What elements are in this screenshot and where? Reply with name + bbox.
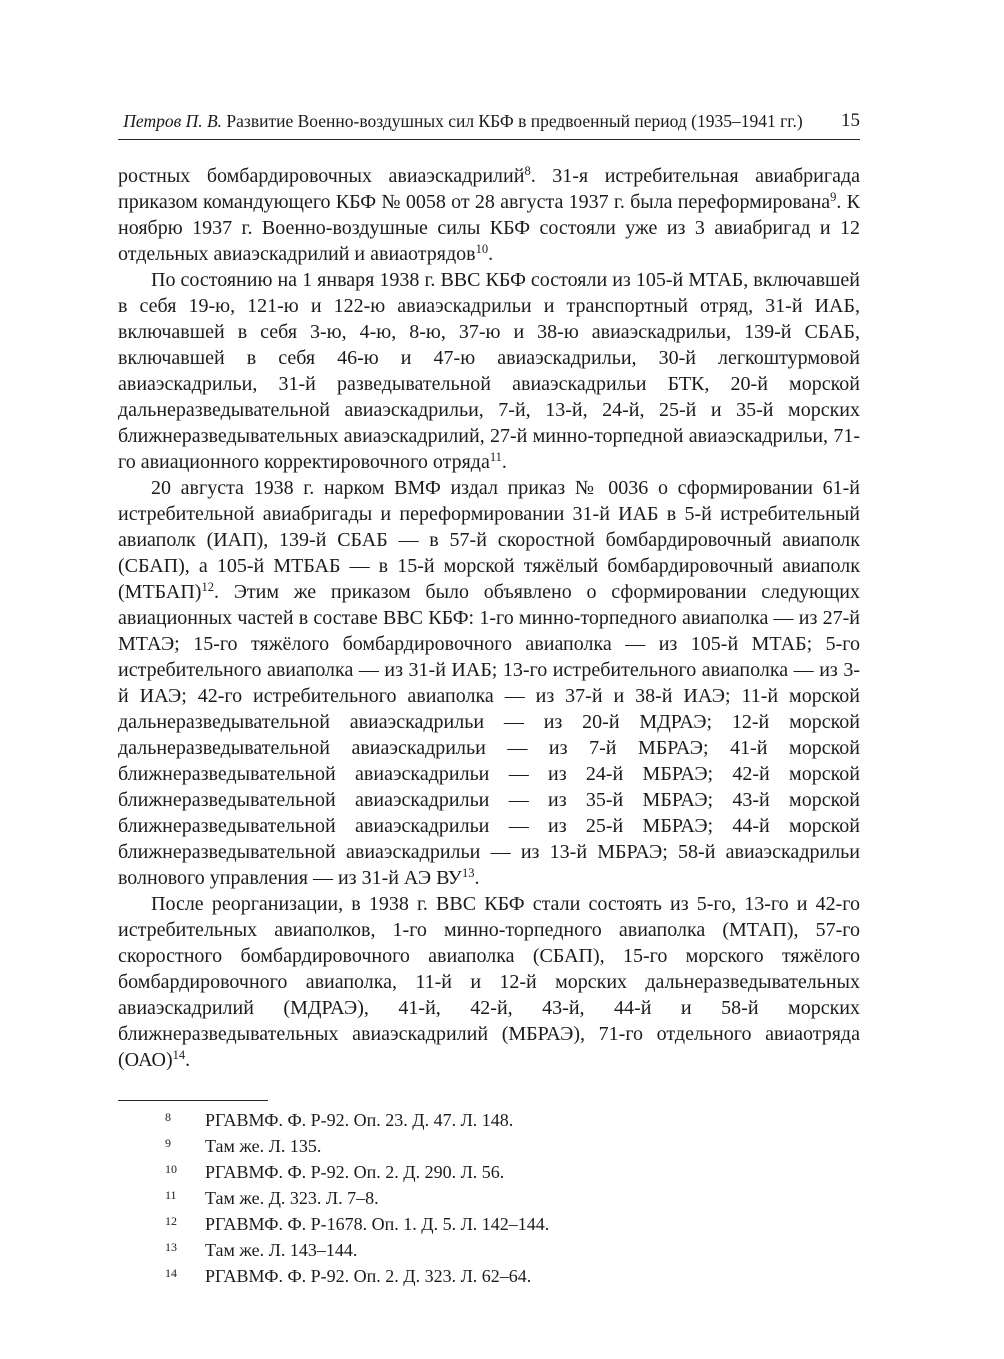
footnote-list xyxy=(118,1106,860,1288)
page-header xyxy=(118,110,860,132)
book-page xyxy=(118,0,860,1288)
footnote-number: 14 xyxy=(165,1266,177,1280)
paragraph: 20 августа 1938 г. нарком ВМФ издал приказ № 0036 о сформировании 61-й истребительной авиабригады и переформировании 31-й ИАБ в 5-й истребительный авиаполк (ИАП), 139-й СБАБ — в 57-й скоростной бомбардировочный авиаполк (СБАП), а 105-й МТБАБ — в 15-й морской тяжёлый бомбардировочный авиаполк (МТБАП)$^{12}$. Этим же приказом было объявлено о сформировании следующих авиационных частей в составе ВВС КБФ: 1-го минно-торпедного авиаполка — из 27-й МТАЭ; 15-го тяжёлого бомбардировочного авиаполка — из 105-й МТАБ; 5-го истребительного авиаполка — из 31-й ИАБ; 13-го истребительного авиаполка — из 3-й ИАЭ; 42-го истребительного авиаполка — из 37-й и 38-й ИАЭ; 11-й морской дальнеразведывательной авиаэскадрильи — из 20-й МДРАЭ; 12-й морской дальнеразведывательной авиаэскадрильи — из 7-й МБРАЭ; 41-й морской ближнеразведывательной авиаэскадрильи — из 24-й МБРАЭ; 42-й морской ближнеразведывательной авиаэскадрильи — из 35-й МБРАЭ; 43-й морской ближнеразведывательной авиаэскадрильи — из 25-й МБРАЭ; 44-й морской ближнеразведывательной авиаэскадрильи — из 13-й МБРАЭ; 58-й авиаэскадрильи волнового управления — из 31-й АЭ ВУ$^{13}$. xyxy=(118,477,860,889)
footnote xyxy=(118,1158,860,1184)
header-rule xyxy=(118,139,860,140)
footnote xyxy=(118,1106,860,1132)
footnote-marker: 9 xyxy=(830,190,837,204)
footnotes-section xyxy=(118,1100,860,1288)
footnote-number: 9 xyxy=(165,1136,171,1150)
footnote-number: 11 xyxy=(165,1188,177,1202)
paragraph: После реорганизации, в 1938 г. ВВС КБФ стали состоять из 5-го, 13-го и 42-го истребительных авиаполков, 1-го минно-торпедного авиаполка (МТАП), 57-го скоростного бомбардировочного авиаполка (СБАП), 15-го морского тяжёлого бомбардировочного авиаполка, 11-й и 12-й морских дальнеразведывательных авиаэскадрилий (МДРАЭ), 41-й, 42-й, 43-й, 44-й и 58-й морских ближнеразведывательных авиаэскадрилий (МБРАЭ), 71-го отдельного авиаотряда (ОАО)$^{14}$. xyxy=(118,893,860,1071)
footnote-text: РГАВМФ. Ф. Р-92. Оп. 2. Д. 290. Л. 56. xyxy=(205,1162,505,1182)
footnote-number: 13 xyxy=(165,1240,177,1254)
running-head xyxy=(118,110,860,132)
footnote-text: Там же. Л. 143–144. xyxy=(205,1240,358,1260)
footnote-text: РГАВМФ. Ф. Р-1678. Оп. 1. Д. 5. Л. 142–144. xyxy=(205,1214,550,1234)
page-number: 15 xyxy=(841,110,860,131)
footnote-number: 10 xyxy=(165,1162,177,1176)
footnote-text: Там же. Л. 135. xyxy=(205,1136,322,1156)
footnote xyxy=(118,1262,860,1288)
footnote-number: 12 xyxy=(165,1214,177,1228)
footnote-marker: 13 xyxy=(461,866,475,880)
footnote-text: Там же. Д. 323. Л. 7–8. xyxy=(205,1188,379,1208)
footnote xyxy=(118,1210,860,1236)
paragraph: По состоянию на 1 января 1938 г. ВВС КБФ состояли из 105-й МТАБ, включавшей в себя 19-ю, 121-ю и 122-ю авиаэскадрильи и транспортный отряд, 31-й ИАБ, включавшей в себя 3-ю, 4-ю, 8-ю, 37-ю и 38-ю авиаэскадрильи, 139-й СБАБ, включавшей в себя 46-ю и 47-ю авиаэскадрильи, 30-й легкоштурмовой авиаэскадрильи, 31-й разведывательной авиаэскадрильи БТК, 20-й морской дальнеразведывательной авиаэскадрильи, 7-й, 13-й, 24-й, 25-й и 35-й морских ближнеразведывательных авиаэскадрилий, 27-й минно-торпедной авиаэскадрильи, 71-го авиационного корректировочного отряда$^{11}$. xyxy=(118,269,860,473)
footnote-text: РГАВМФ. Ф. Р-92. Оп. 23. Д. 47. Л. 148. xyxy=(205,1110,514,1130)
footnote-marker: 11 xyxy=(489,450,502,464)
running-head-author: Петров П. В. xyxy=(123,111,223,131)
footnote xyxy=(118,1236,860,1262)
footnote xyxy=(118,1132,860,1158)
footnote-marker: 12 xyxy=(201,580,214,594)
article-body xyxy=(118,163,860,1073)
paragraph: ростных бомбардировочных авиаэскадрилий$^8$. 31-я истребительная авиабригада приказом командующего КБФ № 0058 от 28 августа 1937 г. была переформирована$^9$. К ноябрю 1937 г. Военно-воздушные силы КБФ состояли уже из 3 авиабригад и 12 отдельных авиаэскадрилий и авиаотрядов$^{10}$. xyxy=(118,164,861,265)
footnote xyxy=(118,1184,860,1210)
footnote-marker: 8 xyxy=(524,164,531,178)
footnote-marker: 14 xyxy=(172,1048,186,1062)
running-head-title: Развитие Военно-воздушных сил КБФ в предвоенный период (1935–1941 гг.) xyxy=(226,111,803,131)
footnote-number: 8 xyxy=(165,1110,171,1124)
footnote-text: РГАВМФ. Ф. Р-92. Оп. 2. Д. 323. Л. 62–64. xyxy=(205,1266,532,1286)
footnote-separator-rule xyxy=(118,1100,268,1101)
footnote-marker: 10 xyxy=(475,242,489,256)
